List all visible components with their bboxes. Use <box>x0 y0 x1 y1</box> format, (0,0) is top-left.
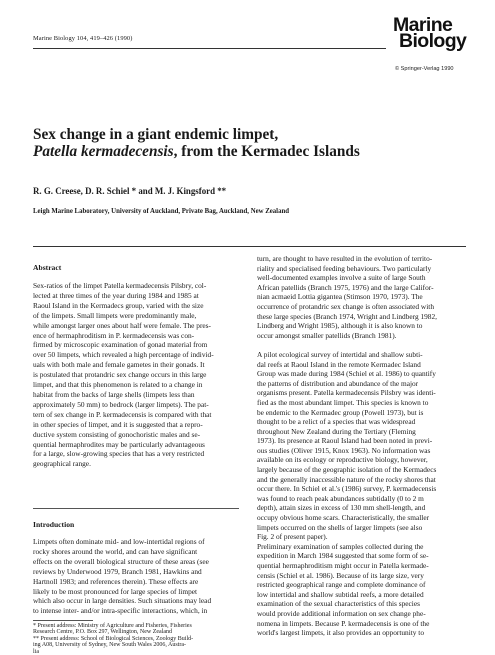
text-line: of the limpets. Small limpets were predominantly male, <box>33 310 197 320</box>
text-line: habitat from the backs of large shells (limpets less than <box>33 389 195 399</box>
text-line: well-documented examples involve a suite of large South <box>257 273 426 283</box>
text-line: occur there. In Schiel et al.'s (1986) survey, P. kermadecensis <box>257 484 437 494</box>
text-line: the patterns of distribution and abundance of the major <box>257 378 419 388</box>
text-line: Hartnoll 1983; and references therein). These effects are <box>33 576 199 586</box>
text-line: ence of hermaphroditism in P. kermadecensis was con- <box>33 330 195 340</box>
text-line: nomena in limpets. Because P. kermadecensis is one of the <box>257 618 430 628</box>
text-line: these large species (Branch 1974, Wright and Lindberg 1982, <box>257 311 437 321</box>
text-line: thought to be a relict of a species that was widespread <box>257 417 416 427</box>
text-line: firmed by microscopic examination of gonad material from <box>33 340 208 350</box>
abstract-rule <box>33 508 239 509</box>
text-line: effects on the overall biological structure of these areas (see <box>33 556 209 566</box>
text-line: African patellids (Branch 1975, 1976) and the large Califor- <box>257 282 434 292</box>
introduction-body <box>33 537 239 616</box>
text-line: would provide additional information on sex change phe- <box>257 608 426 618</box>
abstract-heading: Abstract <box>33 263 62 272</box>
text-line: limpet, and that this phenomenon is related to a change in <box>33 380 203 390</box>
text-line: available on its ecology or reproductive biology, however, <box>257 455 428 465</box>
text-line: in other species of limpet, and it is suggested that a repro- <box>33 419 203 429</box>
text-line <box>257 340 466 350</box>
right-column-body <box>257 254 466 638</box>
text-line: turn, are thought to have resulted in the evolution of territo- <box>257 254 433 263</box>
text-line: riality and specialised feeding behaviours. Two particularly <box>257 263 432 273</box>
text-line: limpets occurred on the shells of larger limpets (see also <box>257 522 423 532</box>
text-line: is postulated that protandric sex change occurs in this large <box>33 370 207 380</box>
text-line: A pilot ecological survey of intertidal and shallow subti- <box>257 349 423 359</box>
affiliation: Leigh Marine Laboratory, University of Auckland, Private Bag, Auckland, New Zealand <box>33 208 290 215</box>
text-line: quential hermaphroditism might occur in Patella kermade- <box>257 561 429 570</box>
text-line: ** Present address: School of Biological Sciences, Zoology Build- <box>33 635 194 642</box>
text-line: ing A08, University of Sydney, New South Wales 2006, Austra- <box>33 642 187 649</box>
journal-citation: Marine Biology 104, 419–426 (1990) <box>33 35 133 42</box>
text-line: organisms present. Patella kermadecensis Pilsbry was identi- <box>257 388 436 398</box>
text-line: ductive system consisting of gonochoristic males and se- <box>33 429 201 439</box>
text-line: Sex-ratios of the limpet Patella kermadecensis Pilsbry, col- <box>33 281 207 290</box>
text-line: * Present address: Ministry of Agriculture and Fisheries, Fisheries <box>33 623 192 629</box>
text-line: Group was made during 1984 (Schiel et al. 1986) to quantify <box>257 369 436 379</box>
text-line: dal reefs at Raoul Island in the remote Kermadec Island <box>257 359 421 369</box>
text-line: while amongst larger ones about half were female. The pres- <box>33 320 211 330</box>
text-line: Fig. 2 of present paper). <box>257 532 328 542</box>
text-line: Research Centre, P.O. Box 297, Wellington, New Zealand <box>33 629 173 636</box>
abstract-body <box>33 281 239 469</box>
text-line: Preliminary examination of samples collected during the <box>257 541 424 551</box>
text-line: examination of the sexual characteristics of this species <box>257 599 420 609</box>
title-line-1: Sex change in a giant endemic limpet, <box>33 126 279 143</box>
text-line: was found to reach peak abundances subtidally (0 to 2 m <box>257 493 424 503</box>
text-line: world's largest limpets, it also provides an opportunity to <box>257 628 425 638</box>
text-line: be endemic to the Kermadec group (Powell 1973), but is <box>257 407 424 417</box>
text-line: nian acmaeid Lottia gigantea (Stimson 1970, 1973). The <box>257 292 423 302</box>
text-line: reviews by Underwood 1979, Branch 1981, Hawkins and <box>33 566 202 576</box>
text-line: likely to be most pronounced for large species of limpet <box>33 586 198 596</box>
text-line: occur amongst smaller patellids (Branch 1981). <box>257 330 397 340</box>
text-line: ous studies (Oliver 1915, Knox 1963). No information was <box>257 445 431 455</box>
text-line: for a large, slow-growing species that has a very restricted <box>33 449 205 459</box>
footnotes <box>33 623 239 655</box>
journal-title-marine: Marine <box>393 14 453 36</box>
text-line: depth), attain sizes in excess of 130 mm shell-length, and <box>257 503 426 513</box>
section-rule <box>33 246 466 247</box>
text-line: tern of sex change in P. kermadecensis is compared with that <box>33 409 212 419</box>
text-line: occurrence of protandric sex change is often associated with <box>257 301 434 311</box>
title-line-2 <box>33 143 473 160</box>
text-line: Lindberg and Wright 1985), although it is also known to <box>257 321 423 331</box>
text-line: approximately 50 mm) to bedrock (larger limpets). The pat- <box>33 399 209 409</box>
text-line: lected at three times of the year during 1984 and 1985 at <box>33 290 199 300</box>
text-line: and the generally inaccessible nature of the rocky shores that <box>257 474 436 484</box>
text-line: uals with both male and female gametes in their gonads. It <box>33 360 205 370</box>
text-line: geographical range. <box>33 459 91 469</box>
article-title <box>33 126 473 160</box>
text-line: 1973). Its presence at Raoul Island had been noted in previ- <box>257 436 433 446</box>
text-line: over 50 limpets, which revealed a high percentage of individ- <box>33 350 214 360</box>
species-name: Patella kermadecensis <box>33 143 174 160</box>
introduction-heading: Introduction <box>33 520 75 529</box>
text-line: expedition in March 1984 suggested that some form of se- <box>257 551 429 561</box>
text-line: quential hermaphrodites may be particularly advantageous <box>33 439 205 449</box>
text-line: low intertidal and shallow subtidal reefs, a more detailed <box>257 589 424 599</box>
publisher-note: © Springer-Verlag 1990 <box>395 66 454 72</box>
title-line-2-rest: , from the Kermadec Islands <box>173 143 360 160</box>
journal-title-biology: Biology <box>399 30 467 52</box>
text-line: rocky shores around the world, and can have significant <box>33 546 198 556</box>
author-list: R. G. Creese, D. R. Schiel * and M. J. Kingsford ** <box>33 186 227 196</box>
text-line: fied as the most abundant limpet. This species is known to <box>257 397 429 407</box>
journal-logo <box>393 14 471 72</box>
text-line: to intense inter- and/or intra-specific interactions, which, in <box>33 606 208 616</box>
text-line: restricted geographical range and complete dominance of <box>257 580 426 590</box>
text-line: largely because of the geographic isolation of the Kermadecs <box>257 465 437 475</box>
text-line: censis (Schiel et al. 1986). Because of its large size, very <box>257 570 424 580</box>
header-rule <box>33 48 386 49</box>
text-line: Raoul Island in the Kermadecs group, varied with the size <box>33 300 204 310</box>
text-line: Limpets often dominate mid- and low-intertidal regions of <box>33 537 205 546</box>
text-line: lia <box>33 648 39 655</box>
footnote-rule <box>33 620 93 621</box>
text-line: occupy obvious home scars. Characteristically, the smaller <box>257 513 430 523</box>
text-line: which also occur in large densities. Such situations may lead <box>33 596 212 606</box>
text-line: throughout New Zealand during the Tertiary (Fleming <box>257 426 416 436</box>
